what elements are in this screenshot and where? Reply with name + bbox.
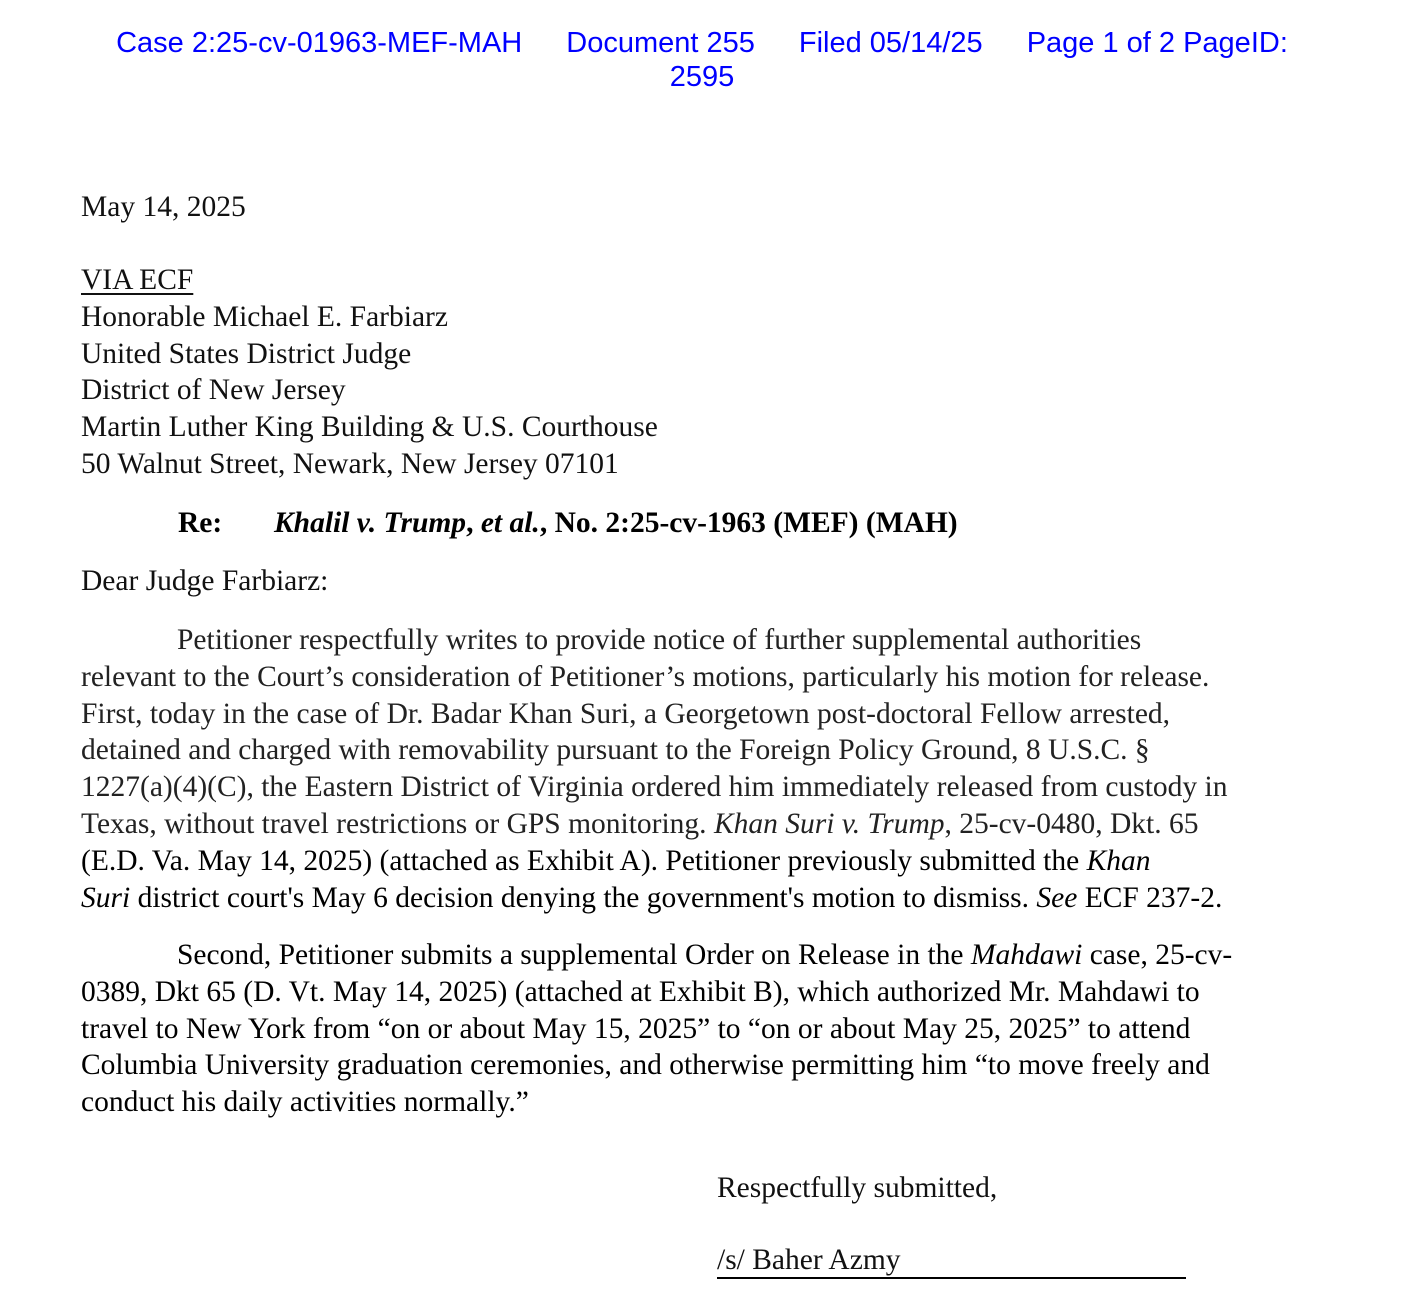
text-run: Second, Petitioner submits a supplemental Order on Release in the	[177, 939, 971, 971]
text-run: ECF 237-2.	[1077, 881, 1223, 914]
ecf-filing-header	[0, 26, 1404, 94]
case-citation-italic: Suri	[81, 881, 131, 914]
addressee-line: Martin Luther King Building & U.S. Courthouse	[81, 411, 658, 444]
filed-date: Filed 05/14/25	[798, 27, 983, 59]
case-citation-italic: Mahdawi	[970, 939, 1083, 971]
paragraph-first	[81, 622, 1341, 916]
paragraph-line: Columbia University graduation ceremonies, and otherwise permitting him “to move freely and	[81, 1049, 1210, 1082]
closing: Respectfully submitted,	[717, 1172, 998, 1204]
addressee-line: United States District Judge	[81, 337, 412, 370]
page-indicator: Page 1 of 2 PageID:	[1026, 27, 1288, 59]
signature-line	[717, 1243, 1186, 1279]
re-case-name: Khalil v. Trump	[274, 507, 467, 539]
paragraph-line: relevant to the Court’s consideration of Petitioner’s motions, particularly his motion for release.	[81, 660, 1210, 693]
re-case-number: , No. 2:25-cv-1963 (MEF) (MAH)	[539, 507, 958, 539]
page-id: 2595	[669, 61, 735, 93]
paragraph-line	[81, 806, 1341, 843]
case-citation-italic: Khan	[1086, 844, 1151, 877]
paragraph-line: conduct his daily activities normally.”	[81, 1086, 529, 1119]
signal-italic: See	[1036, 881, 1078, 914]
paragraph-line: First, today in the case of Dr. Badar Khan Suri, a Georgetown post-doctoral Fellow arrested,	[81, 697, 1171, 730]
re-sep: ,	[466, 507, 481, 539]
signature-name: /s/ Baher Azmy	[717, 1244, 901, 1276]
via-ecf-label: VIA ECF	[81, 264, 194, 296]
addressee-line: Honorable Michael E. Farbiarz	[81, 300, 448, 333]
paragraph-line: detained and charged with removability pursuant to the Foreign Policy Ground, 8 U.S.C. §	[81, 734, 1150, 767]
re-line	[178, 505, 958, 541]
paragraph-line: Petitioner respectfully writes to provide notice of further supplemental authorities	[177, 624, 1142, 656]
text-run: case, 25-cv-	[1082, 939, 1233, 971]
text-run: , 25-cv-0480, Dkt. 65	[944, 807, 1199, 840]
paragraph-line	[81, 880, 1341, 917]
paragraph-line	[81, 843, 1341, 880]
case-number: Case 2:25-cv-01963-MEF-MAH	[116, 27, 523, 59]
paragraph-line: 1227(a)(4)(C), the Eastern District of Virginia ordered him immediately released from custody in	[81, 771, 1228, 804]
paragraph-second	[81, 937, 1341, 1121]
paragraph-line: 0389, Dkt 65 (D. Vt. May 14, 2025) (attached at Exhibit B), which authorized Mr. Mahdawi to	[81, 975, 1200, 1008]
addressee-line: 50 Walnut Street, Newark, New Jersey 07101	[81, 447, 619, 480]
paragraph-line: travel to New York from “on or about May 15, 2025” to “on or about May 25, 2025” to attend	[81, 1012, 1191, 1045]
text-run: Texas, without travel restrictions or GPS monitoring.	[81, 807, 714, 840]
text-run: district court's May 6 decision denying the government's motion to dismiss.	[130, 881, 1037, 914]
text-run: (E.D. Va. May 14, 2025) (attached as Exhibit A). Petitioner previously submitted the	[81, 844, 1087, 877]
addressee-block	[81, 262, 658, 483]
document-number: Document 255	[566, 27, 755, 59]
salutation: Dear Judge Farbiarz:	[81, 565, 329, 597]
letter-date: May 14, 2025	[81, 191, 246, 223]
addressee-line: District of New Jersey	[81, 374, 346, 407]
case-citation-italic: Khan Suri v. Trump	[713, 807, 945, 840]
paragraph-line	[81, 937, 1341, 974]
re-et-al: et al.	[480, 507, 540, 539]
re-label: Re:	[178, 507, 223, 539]
